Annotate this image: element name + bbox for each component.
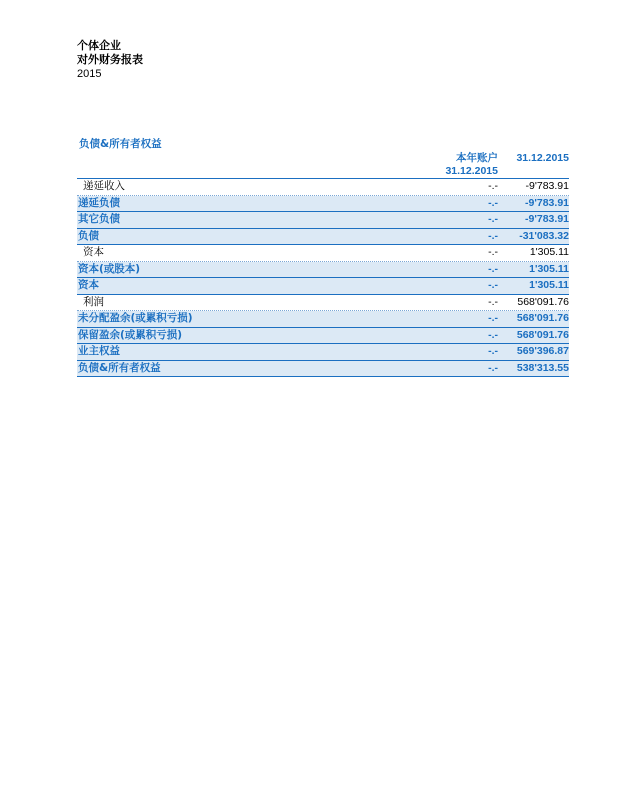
row-value: -9'783.91 bbox=[525, 213, 569, 225]
row-value-current: -.- bbox=[488, 229, 498, 242]
row-value-current: -.- bbox=[488, 279, 498, 291]
table-row bbox=[77, 212, 569, 229]
row-label: 资本 bbox=[83, 246, 104, 258]
table-row bbox=[77, 311, 569, 328]
table-row bbox=[77, 245, 569, 262]
row-value: -9'783.91 bbox=[525, 196, 569, 209]
table-row bbox=[77, 196, 569, 213]
row-label: 递延收入 bbox=[83, 180, 125, 192]
report-title: 对外财务报表 bbox=[77, 53, 143, 66]
row-label: 其它负债 bbox=[78, 213, 120, 225]
table-row bbox=[77, 229, 569, 246]
row-label: 利润 bbox=[83, 295, 104, 308]
row-value-current: -.- bbox=[488, 295, 498, 308]
table-row bbox=[77, 328, 569, 345]
table-row bbox=[77, 295, 569, 312]
table-row bbox=[77, 278, 569, 295]
column-header-current-account bbox=[445, 152, 498, 178]
table-row bbox=[77, 179, 569, 196]
row-value: 568'091.76 bbox=[516, 312, 569, 324]
row-label: 资本 bbox=[78, 279, 99, 291]
row-value-current: -.- bbox=[488, 328, 498, 341]
row-label: 未分配盈余(或累积亏损) bbox=[78, 312, 193, 324]
row-label: 业主权益 bbox=[78, 345, 120, 357]
row-value: 1'305.11 bbox=[529, 246, 569, 258]
row-value: -31'083.32 bbox=[519, 229, 569, 242]
row-value-current: -.- bbox=[488, 246, 498, 258]
row-value-current: -.- bbox=[488, 196, 498, 209]
row-value: 568'091.76 bbox=[516, 328, 569, 341]
row-label: 负债&所有者权益 bbox=[78, 361, 161, 374]
table-row bbox=[77, 262, 569, 279]
row-value-current: -.- bbox=[488, 345, 498, 357]
row-value-current: -.- bbox=[488, 180, 498, 192]
report-year: 2015 bbox=[77, 68, 102, 80]
row-label: 资本(或股本) bbox=[78, 262, 141, 275]
column-header-date: 31.12.2015 bbox=[516, 152, 569, 164]
row-value: 1'305.11 bbox=[529, 279, 569, 291]
row-label: 保留盈余(或累积亏损) bbox=[78, 328, 183, 341]
report-header bbox=[77, 39, 143, 81]
table-row bbox=[77, 344, 569, 361]
row-value-current: -.- bbox=[488, 262, 498, 275]
row-value-current: -.- bbox=[488, 213, 498, 225]
table-row bbox=[77, 361, 569, 378]
row-label: 负债 bbox=[78, 229, 99, 242]
row-value: -9'783.91 bbox=[525, 180, 569, 192]
row-value: 1'305.11 bbox=[529, 262, 569, 275]
column-header-current-account-label: 本年账户 bbox=[456, 152, 498, 164]
company-name: 个体企业 bbox=[77, 39, 121, 52]
column-header-current-account-date: 31.12.2015 bbox=[445, 165, 498, 177]
row-value: 538'313.55 bbox=[516, 361, 569, 374]
row-value: 569'396.87 bbox=[516, 345, 569, 357]
row-value: 568'091.76 bbox=[517, 295, 569, 308]
section-title: 负债&所有者权益 bbox=[79, 138, 162, 150]
balance-table bbox=[77, 178, 569, 377]
row-value-current: -.- bbox=[488, 361, 498, 374]
row-label: 递延负债 bbox=[78, 196, 120, 209]
row-value-current: -.- bbox=[488, 312, 498, 324]
